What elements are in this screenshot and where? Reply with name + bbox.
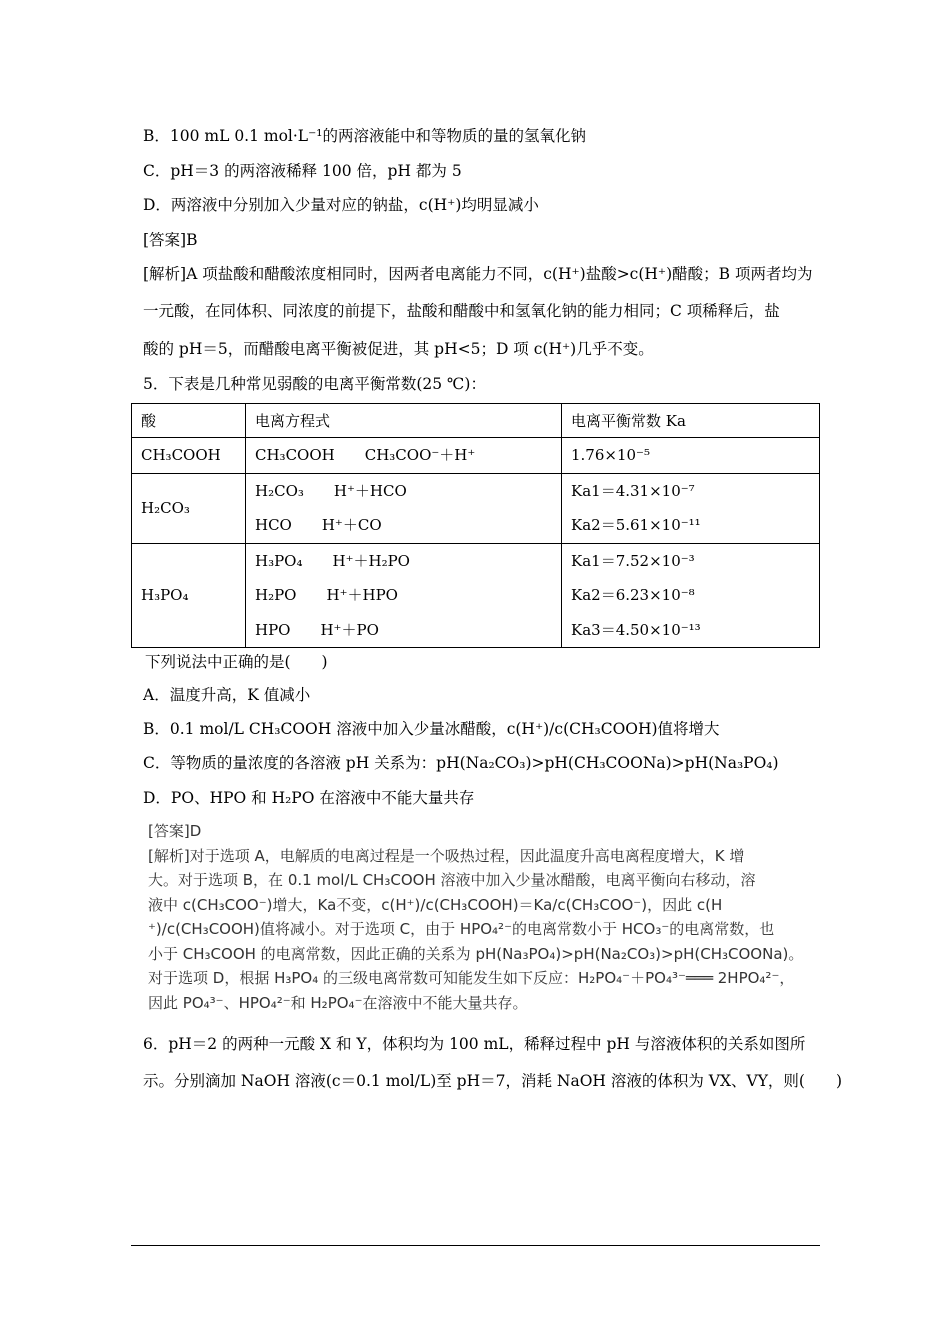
q5-option-a: A．温度升高，K 值减小 (143, 686, 311, 704)
q5-explain-line: 对于选项 D，根据 H₃PO₄ 的三级电离常数可知能发生如下反应：H₂PO₄⁻＋PO₄³⁻═══ 2HPO₄²⁻， (148, 969, 795, 987)
equation-cell (246, 543, 562, 648)
equation: HPO H⁺＋PO (255, 620, 379, 639)
equation-cell (246, 438, 562, 474)
equation: H₂PO H⁺＋HPO (255, 586, 398, 604)
header-acid: 酸 (132, 404, 246, 438)
q5-explain-line: [解析]对于选项 A，电解质的电离过程是一个吸热过程，因此温度升高电离程度增大，K 增 (148, 846, 745, 865)
q5-option-d: D．PO、HPO 和 H₂PO 在溶液中不能大量共存 (143, 789, 475, 807)
table-row (132, 438, 820, 474)
equation-cell (246, 473, 562, 543)
header-constant: 电离平衡常数 Ka (562, 404, 820, 438)
q5-option-c: C．等物质的量浓度的各溶液 pH 关系为：pH(Na₂CO₃)>pH(CH₃COONa)>pH(Na₃PO₄) (143, 754, 779, 772)
table-row (132, 473, 820, 543)
constant-cell (562, 438, 820, 474)
equation: H₂CO₃ H⁺＋HCO (255, 481, 407, 500)
constant: Ka2＝5.61×10⁻¹¹ (571, 516, 701, 534)
q5-answer-block (148, 819, 813, 1015)
constant: 1.76×10⁻⁵ (571, 446, 650, 464)
equation: CH₃COOH CH₃COO⁻＋H⁺ (255, 446, 476, 464)
constant: Ka1＝7.52×10⁻³ (571, 551, 695, 570)
acid-name: H₂CO₃ (132, 473, 246, 543)
q5-option-b: B．0.1 mol/L CH₃COOH 溶液中加入少量冰醋酸，c(H⁺)/c(CH₃COOH)值将增大 (143, 720, 720, 738)
q5-prompt: 下列说法中正确的是( ) (145, 653, 328, 671)
equation: HCO H⁺＋CO (255, 516, 382, 534)
constant: Ka1＝4.31×10⁻⁷ (571, 481, 695, 500)
q6-stem-line: 示。分别滴加 NaOH 溶液(c＝0.1 mol/L)至 pH＝7，消耗 NaOH 溶液的体积为 VX、VY，则( ) (143, 1072, 843, 1090)
q4-explain-line: 一元酸，在同体积、同浓度的前提下，盐酸和醋酸中和氢氧化钠的能力相同；C 项稀释后，盐 (143, 302, 780, 320)
header-equation: 电离方程式 (246, 404, 562, 438)
q4-answer: [答案]B (143, 231, 198, 249)
acid-name: H₃PO₄ (132, 543, 246, 648)
acid-name: CH₃COOH (132, 438, 246, 474)
q4-option-b: B．100 mL 0.1 mol·L⁻¹的两溶液能中和等物质的量的氢氧化钠 (143, 127, 587, 145)
q5-answer: [答案]D (148, 822, 202, 840)
q5-explain-line: 大。对于选项 B，在 0.1 mol/L CH₃COOH 溶液中加入少量冰醋酸，电离平衡向右移动，溶 (148, 871, 756, 889)
q5-explain-line: 液中 c(CH₃COO⁻)增大，Ka不变，c(H⁺)/c(CH₃COOH)＝Ka/c(CH₃COO⁻)，因此 c(H (148, 895, 723, 914)
q5-stem: 5．下表是几种常见弱酸的电离平衡常数(25 ℃)： (143, 375, 486, 393)
acid-constants-table (131, 403, 820, 648)
q4-explain-line: [解析]A 项盐酸和醋酸浓度相同时，因两者电离能力不同，c(H⁺)盐酸>c(H⁺)醋酸；B 项两者均为 (143, 265, 813, 283)
q6-stem-line: 6．pH＝2 的两种一元酸 X 和 Y，体积均为 100 mL，稀释过程中 pH 与溶液体积的关系如图所 (143, 1035, 806, 1053)
footer-rule (131, 1245, 820, 1246)
q5-explain-line: 因此 PO₄³⁻、HPO₄²⁻和 H₂PO₄⁻在溶液中不能大量共存。 (148, 993, 528, 1012)
equation: H₃PO₄ H⁺＋H₂PO (255, 551, 410, 570)
constant: Ka3＝4.50×10⁻¹³ (571, 620, 701, 639)
table-header-row (132, 404, 820, 438)
table-row (132, 543, 820, 648)
q4-option-d: D．两溶液中分别加入少量对应的钠盐，c(H⁺)均明显减小 (143, 196, 539, 214)
constant-cell (562, 473, 820, 543)
q4-option-c: C．pH＝3 的两溶液稀释 100 倍，pH 都为 5 (143, 162, 462, 180)
q5-explain-line: ⁺)/c(CH₃COOH)值将减小。对于选项 C，由于 HPO₄²⁻的电离常数小于 HCO₃⁻的电离常数，也 (148, 920, 775, 938)
constant-cell (562, 543, 820, 648)
constant: Ka2＝6.23×10⁻⁸ (571, 586, 695, 604)
q5-explain-line: 小于 CH₃COOH 的电离常数，因此正确的关系为 pH(Na₃PO₄)>pH(Na₂CO₃)>pH(CH₃COONa)。 (148, 944, 804, 963)
q4-explain-line: 酸的 pH＝5，而醋酸电离平衡被促进，其 pH<5；D 项 c(H⁺)几乎不变。 (143, 340, 654, 358)
